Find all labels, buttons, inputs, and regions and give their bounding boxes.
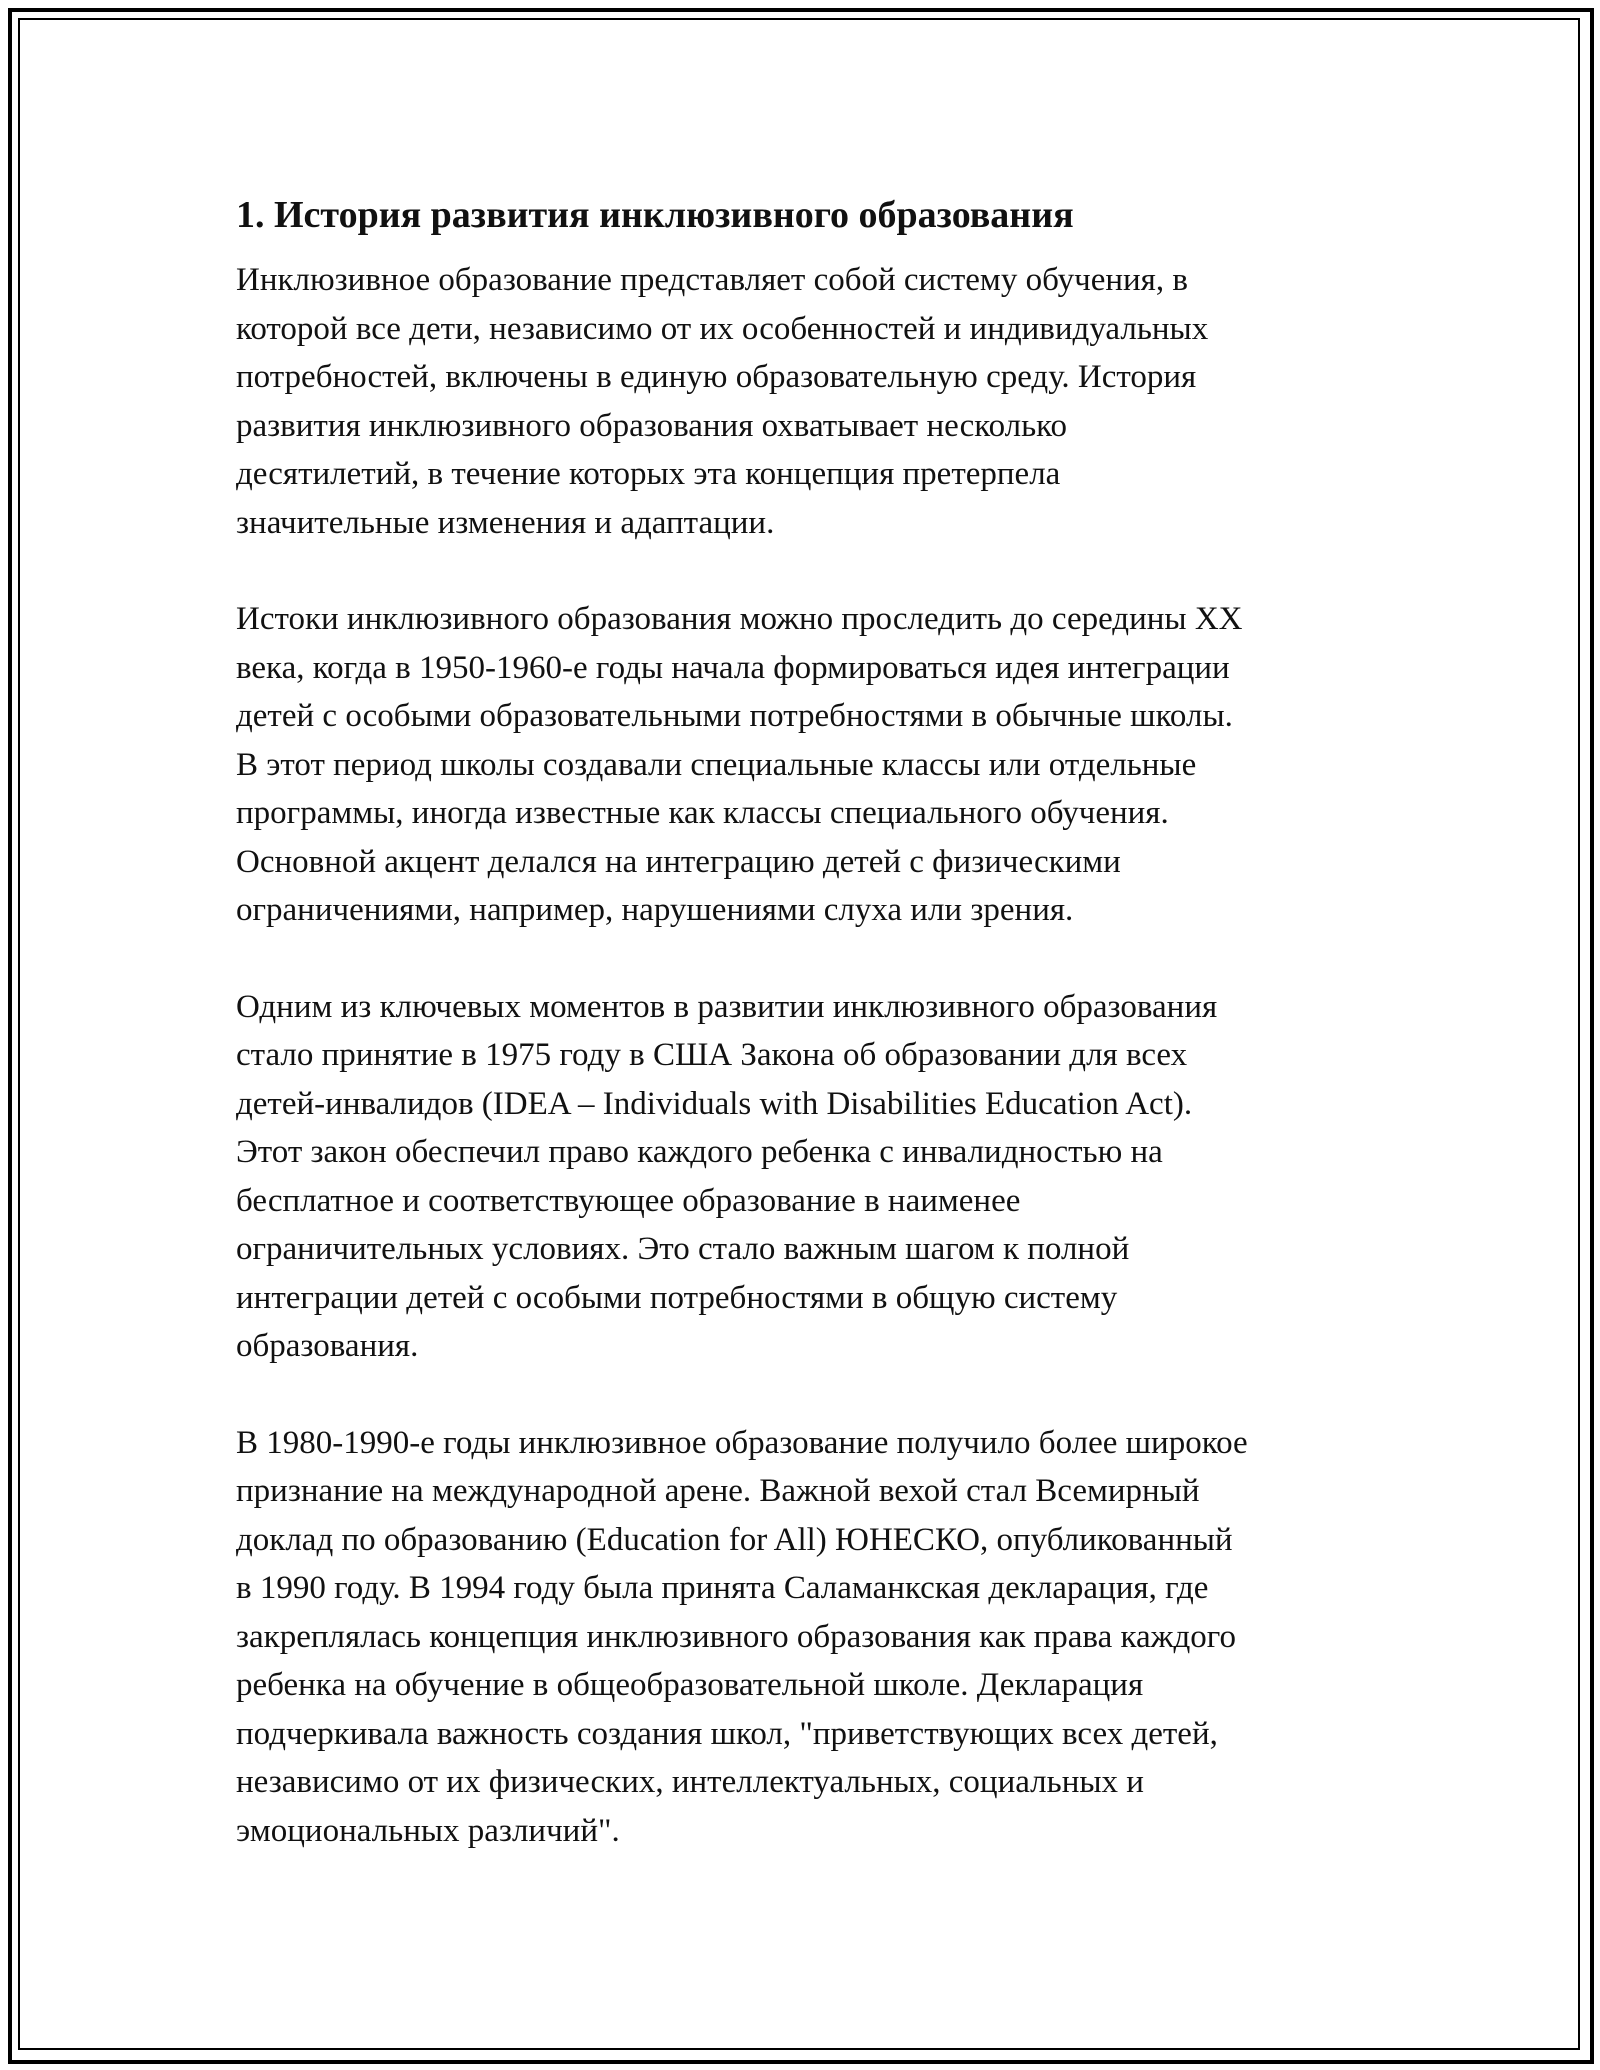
paragraph-introduction: Инклюзивное образование представляет собой систему обучения, в которой все дети, независимо от их особенностей и индивидуальных потребностей, включены в единую образовательную среду. История развития инклюзивного образования охватывает несколько десятилетий, в течение которых эта концепция претерпела значительные изменения и адаптации. — [236, 262, 1209, 541]
section-heading: 1. История развития инклюзивного образования — [236, 194, 1074, 236]
paragraph-international-recognition: В 1980-1990-е годы инклюзивное образование получило более широкое признание на международной арене. Важной вехой стал Всемирный доклад по образованию (Education for All) ЮНЕСКО, опубликованный в 1990 году. В 1994 году была принята Саламанкская декларация, где закреплялась концепция инклюзивного образования как права каждого ребенка на обучение в общеобразовательной школе. Декларация подчеркивала важность создания школ, "приветствующих всех детей, независимо от их физических, интеллектуальных, социальных и эмоциональных различий". — [236, 1424, 1248, 1849]
document-body — [236, 186, 1376, 1903]
paragraph-origins: Истоки инклюзивного образования можно проследить до середины XX века, когда в 1950-1960-е годы начала формироваться идея интеграции детей с особыми образовательными потребностями в обычные школы. В этот период школы создавали специальные классы или отдельные программы, иногда известные как классы специального обучения. Основной акцент делался на интеграцию детей с физическими ограничениями, например, нарушениями слуха или зрения. — [236, 601, 1243, 928]
paragraph-idea-law: Одним из ключевых моментов в развитии инклюзивного образования стало принятие в 1975 году в США Закона об образовании для всех детей-инвалидов (IDEA – Individuals with Disabilities Education Act). Этот закон обеспечил право каждого ребенка с инвалидностью на бесплатное и соответствующее образование в наименее ограничительных условиях. Это стало важным шагом к полной интеграции детей с особыми потребностями в общую систему образования. — [236, 988, 1218, 1364]
